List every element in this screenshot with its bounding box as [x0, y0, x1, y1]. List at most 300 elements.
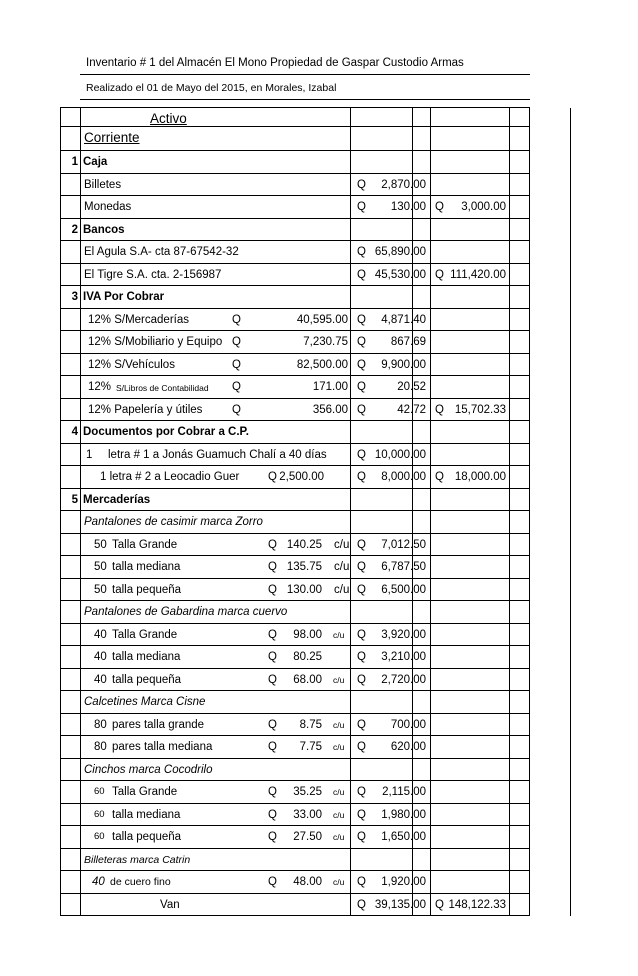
column-rule	[570, 108, 571, 127]
column-rule	[529, 534, 530, 557]
column-rule	[350, 127, 351, 151]
item-label: 12%	[88, 381, 112, 393]
currency-q: Q	[357, 651, 366, 663]
currency-q: Q	[435, 201, 444, 213]
column-rule	[570, 736, 571, 759]
column-rule	[350, 669, 351, 692]
column-rule	[430, 534, 431, 557]
subtotal-value: 2,115.00	[382, 786, 426, 798]
column-rule	[80, 151, 81, 174]
column-rule	[350, 151, 351, 174]
currency-q: Q	[268, 471, 277, 483]
column-rule	[430, 421, 431, 444]
subtotal-value: 45,530.00	[374, 268, 426, 281]
unit-price: 80.25	[293, 651, 322, 663]
currency-q: Q	[357, 471, 366, 483]
item-label: talla mediana	[112, 651, 181, 663]
column-rule	[430, 354, 431, 377]
currency-q: Q	[357, 718, 366, 731]
base-value: 82,500.00	[296, 358, 348, 371]
category-label: Cinchos marca Cocodrilo	[84, 763, 213, 776]
column-rule	[60, 669, 61, 692]
column-rule	[60, 511, 61, 534]
subtotal-value: 620.00	[390, 741, 426, 753]
unit-price: 140.25	[286, 538, 322, 551]
subtotal-value: 65,890.00	[374, 246, 426, 258]
column-rule	[509, 511, 510, 534]
currency-q: Q	[357, 313, 366, 326]
column-rule	[509, 108, 510, 127]
item-label: Talla Grande	[112, 786, 178, 798]
column-rule	[350, 264, 351, 287]
unit-price: 33.00	[293, 808, 322, 821]
subtotal-value: 867.69	[390, 336, 426, 348]
subtotal-value: 8,000.00	[381, 471, 426, 483]
table-row	[60, 804, 530, 827]
column-rule	[350, 759, 351, 782]
column-rule	[570, 511, 571, 534]
column-rule	[350, 196, 351, 219]
column-rule	[412, 759, 413, 782]
column-rule	[60, 264, 61, 287]
subtotal-value: 700.00	[390, 718, 426, 731]
column-rule	[430, 219, 431, 242]
item-label: 12% Papelería y útiles	[88, 403, 203, 416]
currency-q: Q	[357, 741, 366, 753]
section-title: Bancos	[83, 223, 125, 236]
activo-heading: Activo	[150, 111, 187, 126]
title-underline	[80, 74, 530, 75]
column-rule	[430, 174, 431, 197]
subtotal-value: 6,500.00	[381, 583, 426, 596]
column-rule	[350, 511, 351, 534]
currency-q: Q	[357, 201, 366, 213]
column-rule	[80, 781, 81, 804]
category-label: Pantalones de casimir marca Zorro	[84, 516, 263, 528]
item-label: 12% S/Vehículos	[88, 358, 175, 371]
currency-q: Q	[357, 876, 366, 888]
column-rule	[80, 264, 81, 287]
column-rule	[412, 421, 413, 444]
column-rule	[570, 489, 571, 512]
base-value: 2,500.00	[279, 471, 324, 483]
column-rule	[529, 894, 530, 917]
table-row	[60, 691, 530, 714]
column-rule	[350, 399, 351, 422]
base-value: 356.00	[312, 403, 348, 416]
column-rule	[570, 534, 571, 557]
subtotal-value: 130.00	[390, 201, 426, 213]
per-unit-label: c/u	[333, 674, 345, 685]
table-row	[60, 759, 530, 782]
currency-q: Q	[232, 358, 241, 371]
column-rule	[509, 376, 510, 399]
section-title: IVA Por Cobrar	[83, 291, 165, 303]
currency-q: Q	[268, 741, 277, 753]
table-row	[60, 714, 530, 737]
subtotal-value: 6,787.50	[381, 561, 426, 573]
column-rule	[509, 624, 510, 647]
per-unit-label: c/u	[333, 809, 345, 820]
table-row	[60, 534, 530, 557]
column-rule	[412, 219, 413, 242]
column-rule	[529, 826, 530, 849]
column-rule	[60, 309, 61, 332]
subtotal-value: 42.72	[397, 403, 426, 416]
column-rule	[529, 174, 530, 197]
subtotal-value: 1,980.00	[381, 808, 426, 821]
column-rule	[412, 601, 413, 624]
column-rule	[80, 421, 81, 444]
currency-q: Q	[268, 831, 277, 843]
item-label: talla pequeña	[112, 673, 182, 686]
item-label: Talla Grande	[112, 628, 178, 641]
column-rule	[60, 849, 61, 872]
column-rule	[570, 399, 571, 422]
item-label: letra # 1 a Jonás Guamuch Chalí a 40 días	[108, 448, 327, 461]
subtotal-value: 2,870.00	[381, 178, 426, 191]
column-rule	[80, 241, 81, 264]
column-rule	[412, 691, 413, 714]
column-rule	[80, 849, 81, 872]
item-label: 12% S/Mercaderías	[88, 313, 189, 326]
column-rule	[509, 826, 510, 849]
column-rule	[350, 579, 351, 602]
column-rule	[529, 354, 530, 377]
column-rule	[350, 219, 351, 242]
subtotal-value: 2,720.00	[381, 673, 426, 686]
currency-q: Q	[357, 561, 366, 573]
section-title: Mercaderías	[83, 493, 151, 506]
currency-q: Q	[357, 898, 366, 911]
column-rule	[570, 127, 571, 151]
subtotal-value: 3,210.00	[381, 651, 426, 663]
subtotal-value: 20.52	[397, 381, 426, 393]
column-rule	[350, 489, 351, 512]
column-rule	[529, 669, 530, 692]
table-row	[60, 354, 530, 377]
column-rule	[430, 646, 431, 669]
table-row	[60, 219, 530, 242]
column-rule	[60, 399, 61, 422]
column-rule	[350, 241, 351, 264]
quantity: 80	[94, 718, 107, 731]
currency-q: Q	[357, 786, 366, 798]
column-rule	[60, 894, 61, 917]
column-rule	[430, 309, 431, 332]
category-label: Billeteras marca Catrin	[84, 853, 191, 866]
item-label: Talla Grande	[112, 538, 178, 551]
per-unit-label: c/u	[333, 787, 345, 797]
column-rule	[80, 714, 81, 737]
column-rule	[430, 849, 431, 872]
corriente-heading: Corriente	[84, 130, 140, 145]
currency-q: Q	[435, 471, 444, 483]
base-value: 40,595.00	[296, 313, 348, 326]
currency-q: Q	[232, 403, 241, 416]
currency-q: Q	[435, 898, 444, 911]
inventory-sheet	[60, 107, 530, 916]
column-rule	[570, 556, 571, 579]
column-rule	[509, 264, 510, 287]
column-rule	[80, 826, 81, 849]
column-rule	[570, 624, 571, 647]
column-rule	[509, 127, 510, 151]
column-rule	[430, 601, 431, 624]
column-rule	[430, 511, 431, 534]
column-rule	[80, 174, 81, 197]
section-number: 3	[71, 291, 78, 303]
unit-price: 7.75	[299, 741, 322, 753]
column-rule	[529, 759, 530, 782]
table-row	[60, 601, 530, 624]
column-rule	[430, 376, 431, 399]
table-row	[60, 826, 530, 849]
column-rule	[60, 759, 61, 782]
van-label: Van	[160, 898, 180, 911]
subtotal-value: 9,900.00	[381, 358, 426, 371]
table-row	[60, 331, 530, 354]
column-rule	[350, 466, 351, 489]
unit-price: 68.00	[293, 673, 322, 686]
table-row	[60, 894, 530, 917]
column-rule	[509, 714, 510, 737]
table-row	[60, 646, 530, 669]
column-rule	[430, 108, 431, 127]
per-unit-label: c/u	[334, 583, 350, 596]
column-rule	[430, 871, 431, 894]
currency-q: Q	[268, 538, 277, 551]
section-number: 5	[71, 493, 78, 506]
column-rule	[430, 804, 431, 827]
item-label: talla mediana	[112, 561, 181, 573]
unit-price: 135.75	[286, 561, 322, 573]
column-rule	[350, 871, 351, 894]
column-rule	[509, 174, 510, 197]
column-rule	[529, 151, 530, 174]
column-rule	[509, 286, 510, 309]
column-rule	[350, 736, 351, 759]
column-rule	[430, 399, 431, 422]
per-unit-label: c/u	[333, 877, 345, 887]
column-rule	[412, 511, 413, 534]
table-row	[60, 107, 530, 127]
column-rule	[509, 556, 510, 579]
column-rule	[430, 781, 431, 804]
column-rule	[350, 826, 351, 849]
column-rule	[529, 309, 530, 332]
currency-q: Q	[232, 381, 241, 393]
column-rule	[570, 669, 571, 692]
column-rule	[570, 421, 571, 444]
column-rule	[430, 556, 431, 579]
currency-q: Q	[268, 651, 277, 663]
column-rule	[430, 286, 431, 309]
column-rule	[60, 354, 61, 377]
column-rule	[60, 781, 61, 804]
column-rule	[509, 579, 510, 602]
unit-price: 98.00	[293, 628, 322, 641]
column-rule	[80, 354, 81, 377]
column-rule	[350, 331, 351, 354]
column-rule	[80, 804, 81, 827]
currency-q: Q	[357, 831, 366, 843]
subtotal-value: 1,920.00	[381, 876, 426, 888]
column-rule	[350, 556, 351, 579]
column-rule	[80, 331, 81, 354]
subtotal-value: 4,871.40	[381, 313, 426, 326]
column-rule	[570, 354, 571, 377]
column-rule	[570, 241, 571, 264]
column-rule	[529, 399, 530, 422]
quantity: 60	[94, 831, 105, 842]
column-rule	[60, 826, 61, 849]
column-rule	[529, 108, 530, 127]
item-label: pares talla mediana	[112, 741, 213, 753]
item-label: talla pequeña	[112, 831, 182, 843]
currency-q: Q	[268, 673, 277, 686]
table-row	[60, 556, 530, 579]
currency-q: Q	[357, 673, 366, 686]
column-rule	[60, 196, 61, 219]
column-rule	[350, 421, 351, 444]
column-rule	[60, 421, 61, 444]
column-rule	[570, 264, 571, 287]
column-rule	[430, 691, 431, 714]
column-rule	[570, 804, 571, 827]
column-rule	[570, 579, 571, 602]
column-rule	[430, 127, 431, 151]
column-rule	[570, 466, 571, 489]
per-unit-label: c/u	[333, 719, 345, 730]
column-rule	[509, 781, 510, 804]
column-rule	[509, 601, 510, 624]
column-rule	[430, 624, 431, 647]
column-rule	[60, 579, 61, 602]
column-rule	[430, 759, 431, 782]
item-label: 1 letra # 2 a Leocadio Guer	[100, 471, 240, 483]
quantity: 40	[94, 628, 107, 641]
column-rule	[80, 376, 81, 399]
quantity: 60	[94, 786, 105, 797]
quantity: 50	[94, 538, 107, 551]
document-subtitle: Realizado el 01 de Mayo del 2015, en Morales, Izabal	[86, 82, 337, 94]
column-rule	[570, 376, 571, 399]
column-rule	[509, 151, 510, 174]
table-row	[60, 466, 530, 489]
column-rule	[430, 669, 431, 692]
currency-q: Q	[268, 808, 277, 821]
item-label: talla mediana	[112, 808, 181, 821]
column-rule	[570, 309, 571, 332]
table-row	[60, 376, 530, 399]
base-value: 7,230.75	[303, 336, 348, 348]
column-rule	[529, 804, 530, 827]
column-rule	[509, 331, 510, 354]
column-rule	[80, 196, 81, 219]
column-rule	[350, 646, 351, 669]
column-rule	[509, 849, 510, 872]
column-rule	[350, 691, 351, 714]
column-rule	[529, 196, 530, 219]
section-number: 1	[71, 156, 78, 168]
column-rule	[80, 894, 81, 917]
subtotal-value: 1,650.00	[381, 831, 426, 843]
unit-price: 35.25	[293, 786, 322, 798]
quantity: 40	[94, 673, 107, 686]
column-rule	[60, 556, 61, 579]
column-rule	[570, 894, 571, 917]
column-rule	[570, 219, 571, 242]
column-rule	[430, 489, 431, 512]
column-rule	[509, 444, 510, 467]
column-rule	[430, 579, 431, 602]
column-rule	[430, 331, 431, 354]
currency-q: Q	[268, 786, 277, 798]
column-rule	[430, 894, 431, 917]
column-rule	[529, 556, 530, 579]
column-rule	[570, 826, 571, 849]
column-rule	[529, 219, 530, 242]
column-rule	[529, 781, 530, 804]
column-rule	[529, 127, 530, 151]
column-rule	[430, 196, 431, 219]
column-rule	[350, 804, 351, 827]
column-rule	[529, 489, 530, 512]
table-row	[60, 579, 530, 602]
column-rule	[80, 444, 81, 467]
column-rule	[60, 127, 61, 151]
column-rule	[60, 466, 61, 489]
currency-q: Q	[357, 336, 366, 348]
column-rule	[350, 174, 351, 197]
table-row	[60, 174, 530, 197]
total-value: 15,702.33	[454, 403, 506, 416]
subtitle-underline	[80, 99, 530, 100]
column-rule	[60, 151, 61, 174]
column-rule	[350, 354, 351, 377]
item-label: Billetes	[84, 178, 122, 191]
column-rule	[80, 511, 81, 534]
column-rule	[529, 264, 530, 287]
section-number: 4	[71, 426, 78, 438]
column-rule	[529, 624, 530, 647]
column-rule	[80, 219, 81, 242]
column-rule	[509, 421, 510, 444]
column-rule	[430, 736, 431, 759]
total-value: 111,420.00	[450, 268, 506, 281]
table-row	[60, 241, 530, 264]
column-rule	[60, 871, 61, 894]
total-value: 148,122.33	[448, 898, 506, 911]
column-rule	[570, 691, 571, 714]
column-rule	[570, 286, 571, 309]
column-rule	[529, 241, 530, 264]
per-unit-label: c/u	[333, 742, 345, 752]
doc-count: 1	[86, 448, 93, 461]
column-rule	[80, 108, 81, 127]
column-rule	[60, 624, 61, 647]
column-rule	[430, 444, 431, 467]
per-unit-label: c/u	[333, 832, 345, 842]
column-rule	[80, 466, 81, 489]
column-rule	[529, 331, 530, 354]
currency-q: Q	[435, 403, 444, 416]
column-rule	[60, 489, 61, 512]
column-rule	[570, 151, 571, 174]
quantity: 60	[94, 808, 105, 820]
item-label: Monedas	[84, 201, 132, 213]
